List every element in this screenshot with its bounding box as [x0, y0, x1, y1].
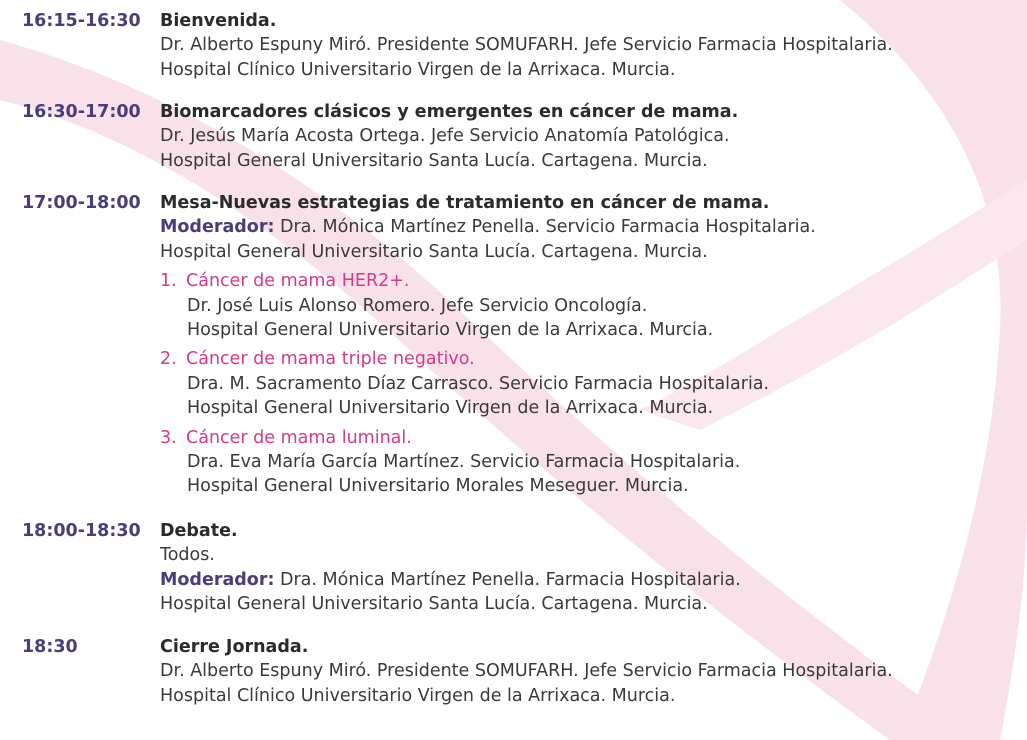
speaker-line: Dra. M. Sacramento Díaz Carrasco. Servicio Farmacia Hospitalaria.: [187, 373, 770, 394]
talk-number: 1.: [160, 271, 177, 292]
hospital-line: Hospital General Universitario Santa Lucía. Cartagena. Murcia.: [160, 594, 708, 615]
session-title: Bienvenida.: [160, 11, 277, 31]
talk-body: [160, 372, 1020, 421]
talk-item: [160, 269, 1020, 342]
talk-title: [160, 269, 1020, 293]
speaker-line: Dr. Jesús María Acosta Ortega. Jefe Servicio Anatomía Patológica.: [160, 126, 730, 147]
hospital-line: Hospital General Universitario Santa Lucía. Cartagena. Murcia.: [160, 241, 708, 262]
talk-title: [160, 347, 1020, 371]
session-time: 18:00-18:30: [22, 521, 141, 541]
session-title: Biomarcadores clásicos y emergentes en cáncer de mama.: [160, 102, 739, 122]
session-content: [160, 9, 1020, 82]
hospital-line: Hospital General Universitario Santa Lucía. Cartagena. Murcia.: [160, 150, 708, 171]
talk-title-text: Cáncer de mama triple negativo.: [186, 349, 475, 370]
session-time: 17:00-18:00: [22, 193, 141, 213]
speaker-line: Dr. Alberto Espuny Miró. Presidente SOMUFARH. Jefe Servicio Farmacia Hospitalaria.: [160, 661, 893, 682]
hospital-line: Hospital General Universitario Virgen de la Arrixaca. Murcia.: [187, 398, 714, 419]
hospital-line: Hospital General Universitario Morales Meseguer. Murcia.: [187, 476, 689, 497]
speaker-line: Dra. Eva María García Martínez. Servicio Farmacia Hospitalaria.: [187, 452, 741, 473]
participants-line: Todos.: [160, 545, 215, 566]
speaker-line: Dr. Alberto Espuny Miró. Presidente SOMUFARH. Jefe Servicio Farmacia Hospitalaria.: [160, 35, 893, 56]
speaker-line: Dr. José Luis Alonso Romero. Jefe Servicio Oncología.: [187, 295, 648, 316]
talk-item: [160, 426, 1020, 499]
moderator-text: Dra. Mónica Martínez Penella. Servicio Farmacia Hospitalaria.: [274, 217, 816, 238]
moderator-line: [160, 215, 1020, 239]
talk-body: [160, 450, 1020, 499]
talk-body: [160, 294, 1020, 343]
session-content: [160, 519, 1020, 617]
session-content: [160, 100, 1020, 173]
moderator-text: Dra. Mónica Martínez Penella. Farmacia Hospitalaria.: [274, 569, 741, 590]
talk-title-text: Cáncer de mama HER2+.: [186, 271, 410, 292]
talk-title: [160, 426, 1020, 450]
moderator-label: Moderador:: [160, 217, 275, 238]
hospital-line: Hospital Clínico Universitario Virgen de la Arrixaca. Murcia.: [160, 685, 676, 706]
talk-item: [160, 347, 1020, 420]
session-content: [160, 191, 1020, 499]
talk-number: 2.: [160, 349, 177, 370]
talk-number: 3.: [160, 427, 177, 448]
session-title: Mesa-Nuevas estrategias de tratamiento en cáncer de mama.: [160, 193, 770, 213]
talk-title-text: Cáncer de mama luminal.: [186, 427, 412, 448]
hospital-line: Hospital Clínico Universitario Virgen de la Arrixaca. Murcia.: [160, 59, 676, 80]
session-time: 16:30-17:00: [22, 102, 141, 122]
session-content: [160, 635, 1020, 708]
hospital-line: Hospital General Universitario Virgen de la Arrixaca. Murcia.: [187, 320, 714, 341]
session-title: Debate.: [160, 521, 238, 541]
moderator-label: Moderador:: [160, 569, 275, 590]
session-title: Cierre Jornada.: [160, 637, 309, 657]
session-time: 16:15-16:30: [22, 11, 141, 31]
session-time: 18:30: [22, 637, 78, 657]
moderator-line: [160, 568, 1020, 592]
